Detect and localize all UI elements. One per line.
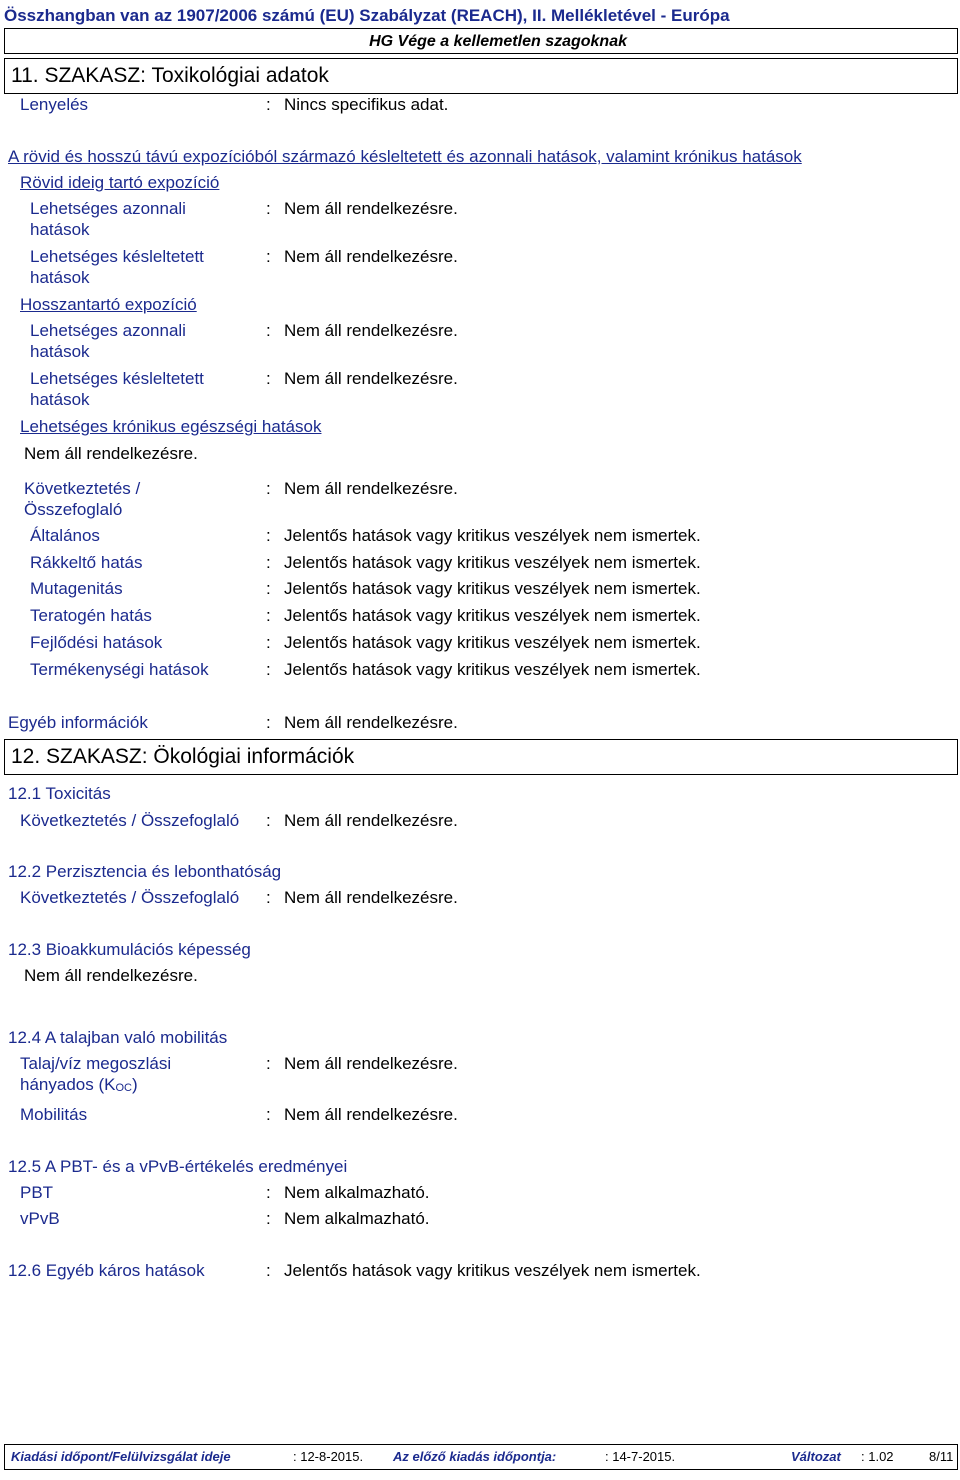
mobility-label: Mobilitás <box>20 1105 88 1124</box>
koc-value: Nem áll rendelkezésre. <box>284 1054 458 1073</box>
section-12-title: 12. SZAKASZ: Ökológiai információk <box>11 745 355 768</box>
long-term-heading: Hosszantartó expozíció <box>20 295 197 314</box>
version-value: : 1.02 <box>861 1449 894 1464</box>
persistence-conclusion-label: Következtetés / Összefoglaló <box>20 888 240 907</box>
koc-subscript: OC <box>115 1082 132 1094</box>
colon: : <box>266 553 271 572</box>
teratogenicity-value: Jelentős hatások vagy kritikus veszélyek nem ismertek. <box>284 606 701 625</box>
colon: : <box>266 1105 271 1124</box>
short-delayed-label: Lehetséges késleltetett <box>30 247 204 266</box>
colon: : <box>266 369 271 388</box>
colon: : <box>266 1054 271 1073</box>
fertility-label: Termékenységi hatások <box>30 660 209 679</box>
carcinogenicity-label: Rákkeltő hatás <box>30 553 143 572</box>
conclusion-label: Következtetés / <box>24 479 141 498</box>
section-11-header <box>4 58 958 94</box>
vpvb-label: vPvB <box>20 1209 60 1228</box>
section-12-header <box>4 739 958 775</box>
long-delayed-label: Lehetséges késleltetett <box>30 369 204 388</box>
toxicity-conclusion-label: Következtetés / Összefoglaló <box>20 811 240 830</box>
toxicity-conclusion-value: Nem áll rendelkezésre. <box>284 811 458 830</box>
long-delayed-value: Nem áll rendelkezésre. <box>284 369 458 388</box>
colon: : <box>266 1209 271 1228</box>
colon: : <box>266 606 271 625</box>
ingestion-value: Nincs specifikus adat. <box>284 95 449 114</box>
version-label: Változat <box>791 1449 841 1464</box>
carcinogenicity-value: Jelentős hatások vagy kritikus veszélyek nem ismertek. <box>284 553 701 572</box>
developmental-value: Jelentős hatások vagy kritikus veszélyek nem ismertek. <box>284 633 701 652</box>
long-immediate-label-2: hatások <box>30 342 90 361</box>
colon: : <box>266 247 271 266</box>
short-term-heading: Rövid ideig tartó expozíció <box>20 173 220 192</box>
other-info-label: Egyéb információk <box>8 713 148 732</box>
bioaccumulation-text: Nem áll rendelkezésre. <box>24 966 198 985</box>
short-delayed-label-2: hatások <box>30 268 90 287</box>
chronic-heading: Lehetséges krónikus egészségi hatások <box>20 417 322 436</box>
colon: : <box>266 321 271 340</box>
general-label: Általános <box>30 526 100 545</box>
teratogenicity-label: Teratogén hatás <box>30 606 152 625</box>
short-delayed-value: Nem áll rendelkezésre. <box>284 247 458 266</box>
pbt-label: PBT <box>20 1183 54 1202</box>
toxicity-heading: 12.1 Toxicitás <box>8 784 111 803</box>
long-immediate-label: Lehetséges azonnali <box>30 321 186 340</box>
conclusion-value: Nem áll rendelkezésre. <box>284 479 458 498</box>
koc-label-2a: hányados (K <box>20 1075 116 1094</box>
mutagenicity-label: Mutagenitás <box>30 579 123 598</box>
koc-label-2 <box>20 1075 138 1095</box>
conclusion-label-2: Összefoglaló <box>24 500 123 519</box>
other-adverse-label: 12.6 Egyéb káros hatások <box>8 1261 205 1280</box>
other-adverse-value: Jelentős hatások vagy kritikus veszélyek nem ismertek. <box>284 1261 701 1280</box>
developmental-label: Fejlődési hatások <box>30 633 163 652</box>
issue-date-label: Kiadási időpont/Felülvizsgálat ideje <box>11 1449 231 1464</box>
issue-date-value: : 12-8-2015. <box>293 1449 364 1464</box>
bioaccumulation-heading: 12.3 Bioakkumulációs képesség <box>8 940 251 959</box>
vpvb-value: Nem alkalmazható. <box>284 1209 430 1228</box>
footer <box>4 1444 958 1470</box>
colon: : <box>266 95 271 114</box>
colon: : <box>266 811 271 830</box>
other-info-value: Nem áll rendelkezésre. <box>284 713 458 732</box>
previous-date-label: Az előző kiadás időpontja: <box>393 1449 557 1464</box>
page-number: 8/11 <box>929 1449 954 1464</box>
pbt-heading: 12.5 A PBT- és a vPvB-értékelés eredményei <box>8 1157 348 1176</box>
colon: : <box>266 633 271 652</box>
product-name: HG Vége a kellemetlen szagoknak <box>369 33 627 50</box>
colon: : <box>266 1261 271 1280</box>
colon: : <box>266 888 271 907</box>
product-header-box <box>4 28 958 54</box>
mobility-value: Nem áll rendelkezésre. <box>284 1105 458 1124</box>
colon: : <box>266 660 271 679</box>
short-immediate-label: Lehetséges azonnali <box>30 199 186 218</box>
long-immediate-value: Nem áll rendelkezésre. <box>284 321 458 340</box>
mutagenicity-value: Jelentős hatások vagy kritikus veszélyek nem ismertek. <box>284 579 701 598</box>
colon: : <box>266 479 271 498</box>
fertility-value: Jelentős hatások vagy kritikus veszélyek nem ismertek. <box>284 660 701 679</box>
previous-date-value: : 14-7-2015. <box>605 1449 676 1464</box>
short-immediate-value: Nem áll rendelkezésre. <box>284 199 458 218</box>
effects-heading: A rövid és hosszú távú expozícióból származó késleltetett és azonnali hatások, valamint krónikus hatások <box>8 147 802 166</box>
colon: : <box>266 526 271 545</box>
mobility-heading: 12.4 A talajban való mobilitás <box>8 1028 228 1047</box>
section-11-title: 11. SZAKASZ: Toxikológiai adatok <box>11 64 329 87</box>
regulation-header: Összhangban van az 1907/2006 számú (EU) Szabályzat (REACH), II. Mellékletével - Európa <box>4 6 730 25</box>
long-delayed-label-2: hatások <box>30 390 90 409</box>
colon: : <box>266 713 271 732</box>
persistence-conclusion-value: Nem áll rendelkezésre. <box>284 888 458 907</box>
ingestion-label: Lenyelés <box>20 95 89 114</box>
short-immediate-label-2: hatások <box>30 220 90 239</box>
general-value: Jelentős hatások vagy kritikus veszélyek nem ismertek. <box>284 526 701 545</box>
persistence-heading: 12.2 Perzisztencia és lebonthatóság <box>8 862 282 881</box>
colon: : <box>266 579 271 598</box>
koc-label: Talaj/víz megoszlási <box>20 1054 172 1073</box>
colon: : <box>266 199 271 218</box>
colon: : <box>266 1183 271 1202</box>
koc-label-2b: ) <box>131 1075 138 1094</box>
chronic-text: Nem áll rendelkezésre. <box>24 444 198 463</box>
pbt-value: Nem alkalmazható. <box>284 1183 430 1202</box>
